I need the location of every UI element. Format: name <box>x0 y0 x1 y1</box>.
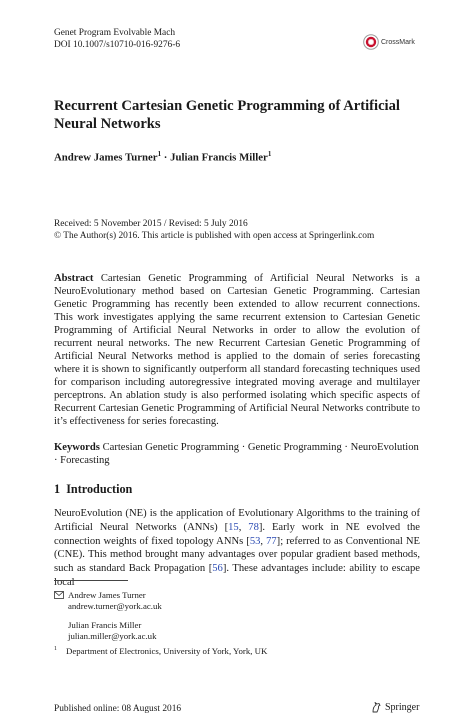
intro-text: NeuroEvolution (NE) is the application of Evolutionary Algorithms to the training of Artificial Neural Networks (ANNs) [ <box>54 508 420 533</box>
correspondence-block <box>54 590 162 642</box>
journal-name: Genet Program Evolvable Mach <box>54 28 176 38</box>
citation-link[interactable]: 15 <box>228 521 239 533</box>
author-separator: · <box>161 151 171 164</box>
intro-text: ]. Early work in NE evolved the connection weights of fixed topology ANNs [ <box>54 521 421 547</box>
abstract <box>54 272 420 428</box>
intro-text: ]; referred to as Conventional NE (CNE). This method brought many advantages over popular gradient based methods, such as standard Back Propagation [ <box>54 535 421 575</box>
envelope-icon <box>54 591 64 599</box>
intro-text: ]. These advantages include: ability to escape local <box>54 563 420 588</box>
citation-link[interactable]: 56 <box>212 563 223 575</box>
publisher-name: Springer <box>385 701 420 713</box>
affiliation-text: Department of Electronics, University of York, York, UK <box>66 645 268 656</box>
springer-horse-icon <box>371 701 382 713</box>
affiliation-marker: 1 <box>267 150 272 158</box>
keywords-label: Keywords <box>54 442 100 453</box>
author-name[interactable]: Andrew James Turner <box>54 151 158 164</box>
corresponding-author-name: Andrew James Turner <box>68 590 146 600</box>
crossmark-label: CrossMark <box>381 38 415 46</box>
affiliation-number: 1 <box>54 646 57 652</box>
affiliation-footnote <box>54 644 267 657</box>
corresponding-author-email[interactable]: julian.miller@york.ac.uk <box>68 631 157 641</box>
doi[interactable]: DOI 10.1007/s10710-016-9276-6 <box>54 39 181 50</box>
corresponding-author-name: Julian Francis Miller <box>68 620 142 630</box>
paper-title: Recurrent Cartesian Genetic Programming of Artificial Neural Networks <box>54 98 400 132</box>
abstract-label: Abstract <box>54 273 94 284</box>
journal-header <box>54 28 180 51</box>
intro-text: , <box>238 521 249 533</box>
keywords-text: Cartesian Genetic Programming · Genetic Programming · NeuroEvolution · Forecasting <box>54 442 419 466</box>
copyright-notice: © The Author(s) 2016. This article is published with open access at Springerlink.com <box>54 230 375 241</box>
keywords <box>54 441 420 467</box>
citation-link[interactable]: 77 <box>266 535 277 547</box>
affiliation-marker: 1 <box>157 150 162 158</box>
published-date: Published online: 08 August 2016 <box>54 704 182 714</box>
section-number: 1 <box>54 482 61 496</box>
article-history <box>54 219 374 242</box>
received-dates: Received: 5 November 2015 / Revised: 5 July 2016 <box>54 219 248 229</box>
author-name[interactable]: Julian Francis Miller <box>170 151 268 164</box>
abstract-text: Cartesian Genetic Programming of Artificial Neural Networks is a NeuroEvolutionary method based on Cartesian Genetic Programming. Cartesian Genetic Programming has recently been extended to allow recurrent connections. This work investigates applying the same recurrent extension to Cartesian Genetic Programming of Artificial Neural Networks in order to allow the evolution of recurrent neural networks. The new Recurrent Cartesian Genetic Programming of Artificial Neural Networks method is applied to the domain of series forecasting where it is shown to significantly outperform all standard forecasting techniques used for comparison including autoregressive integrated moving average and multilayer perceptrons. An ablation study is also performed isolating which specific aspects of Recurrent Cartesian Genetic Programming of Artificial Neural Networks contribute to it’s effectiveness for series forecasting. <box>54 273 420 427</box>
section-heading <box>54 482 132 497</box>
intro-text: , <box>260 535 267 547</box>
intro-paragraph <box>54 507 420 590</box>
section-title: Introduction <box>66 482 133 496</box>
citation-link[interactable]: 53 <box>249 535 261 547</box>
author-list <box>54 150 271 164</box>
citation-link[interactable]: 78 <box>248 521 259 533</box>
crossmark-icon <box>363 34 379 50</box>
footnote-divider <box>54 580 128 581</box>
publisher-logo <box>371 701 419 713</box>
corresponding-author-email[interactable]: andrew.turner@york.ac.uk <box>68 601 162 611</box>
crossmark-badge[interactable] <box>363 34 415 50</box>
